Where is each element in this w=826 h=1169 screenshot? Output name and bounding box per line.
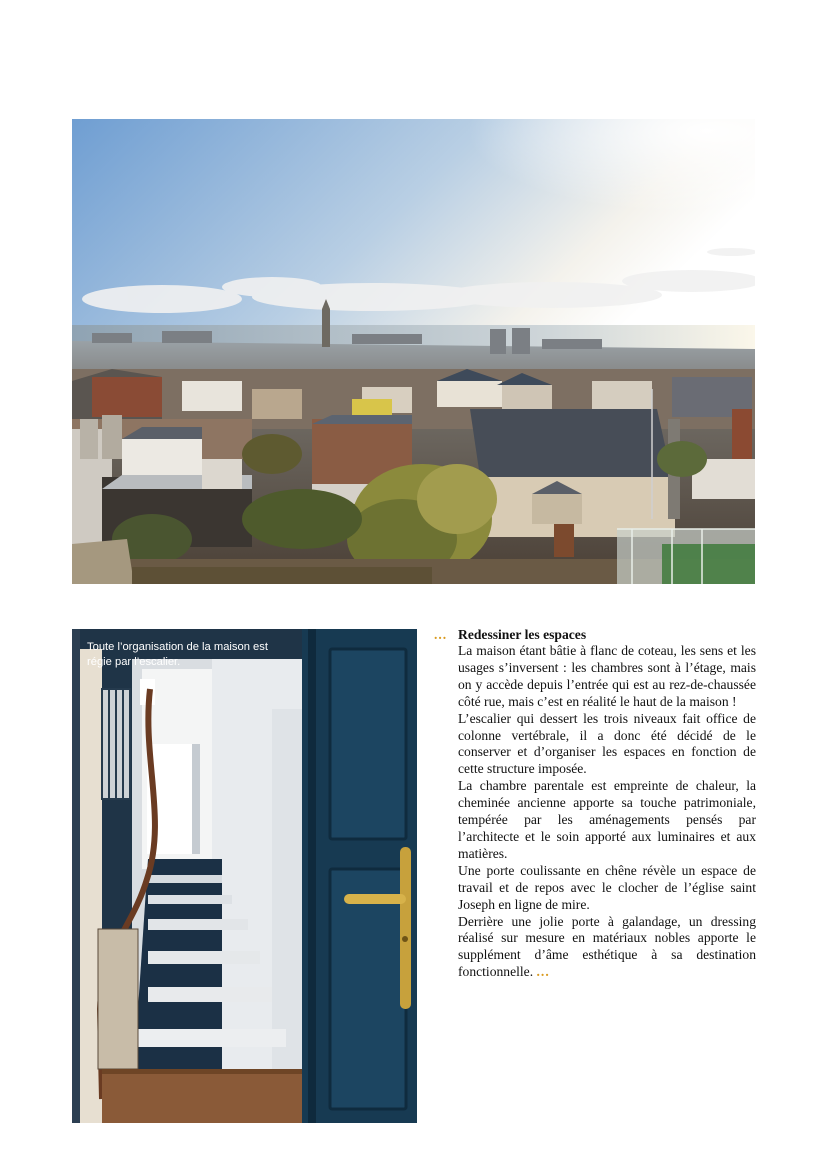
staircase-illustration (72, 629, 417, 1123)
city-panorama-illustration (72, 119, 755, 584)
paragraph-5 (434, 914, 756, 982)
paragraph-5-text: Derrière une jolie porte à galandage, un dressing réalisé sur mesure en matériaux nobles apporte le supplément d’âme esthétique à sa destination fonctionnelle. (458, 913, 756, 980)
article-body (434, 626, 756, 981)
staircase-photo (72, 629, 417, 1123)
paragraph-2: L’escalier qui dessert les trois niveaux fait office de colonne vertébrale, il a donc été décidé de le conserver et d’organiser les espaces en fonction de cette structure imposée. (458, 710, 756, 777)
photo-caption: Toute l’organisation de la maison est régie par l’escalier. (87, 641, 268, 668)
paragraph-1: La maison étant bâtie à flanc de coteau, les sens et les usages s’inversent : les chambres sont à l’étage, mais on y accède depuis l’entrée qui est au rez-de-chaussée côté rue, mais c’est en réalité le haut de la maison ! (458, 643, 756, 709)
city-panorama-photo (72, 119, 755, 584)
section-heading (434, 626, 756, 643)
paragraph-3: La chambre parentale est empreinte de chaleur, la cheminée ancienne apporte sa touche patrimoniale, tempérée par les aménagements pensés par l’architecte et le soin apporté aux luminaires et aux matières. (458, 778, 756, 861)
heading-text: Redessiner les espaces (458, 627, 587, 642)
end-ornament: ... (536, 964, 550, 980)
heading-ornament: ... (434, 627, 448, 642)
church-tower (322, 309, 330, 347)
paragraph-4: Une porte coulissante en chêne révèle un espace de travail et de repos avec le clocher de l’église saint Joseph en ligne de mire. (458, 862, 756, 912)
